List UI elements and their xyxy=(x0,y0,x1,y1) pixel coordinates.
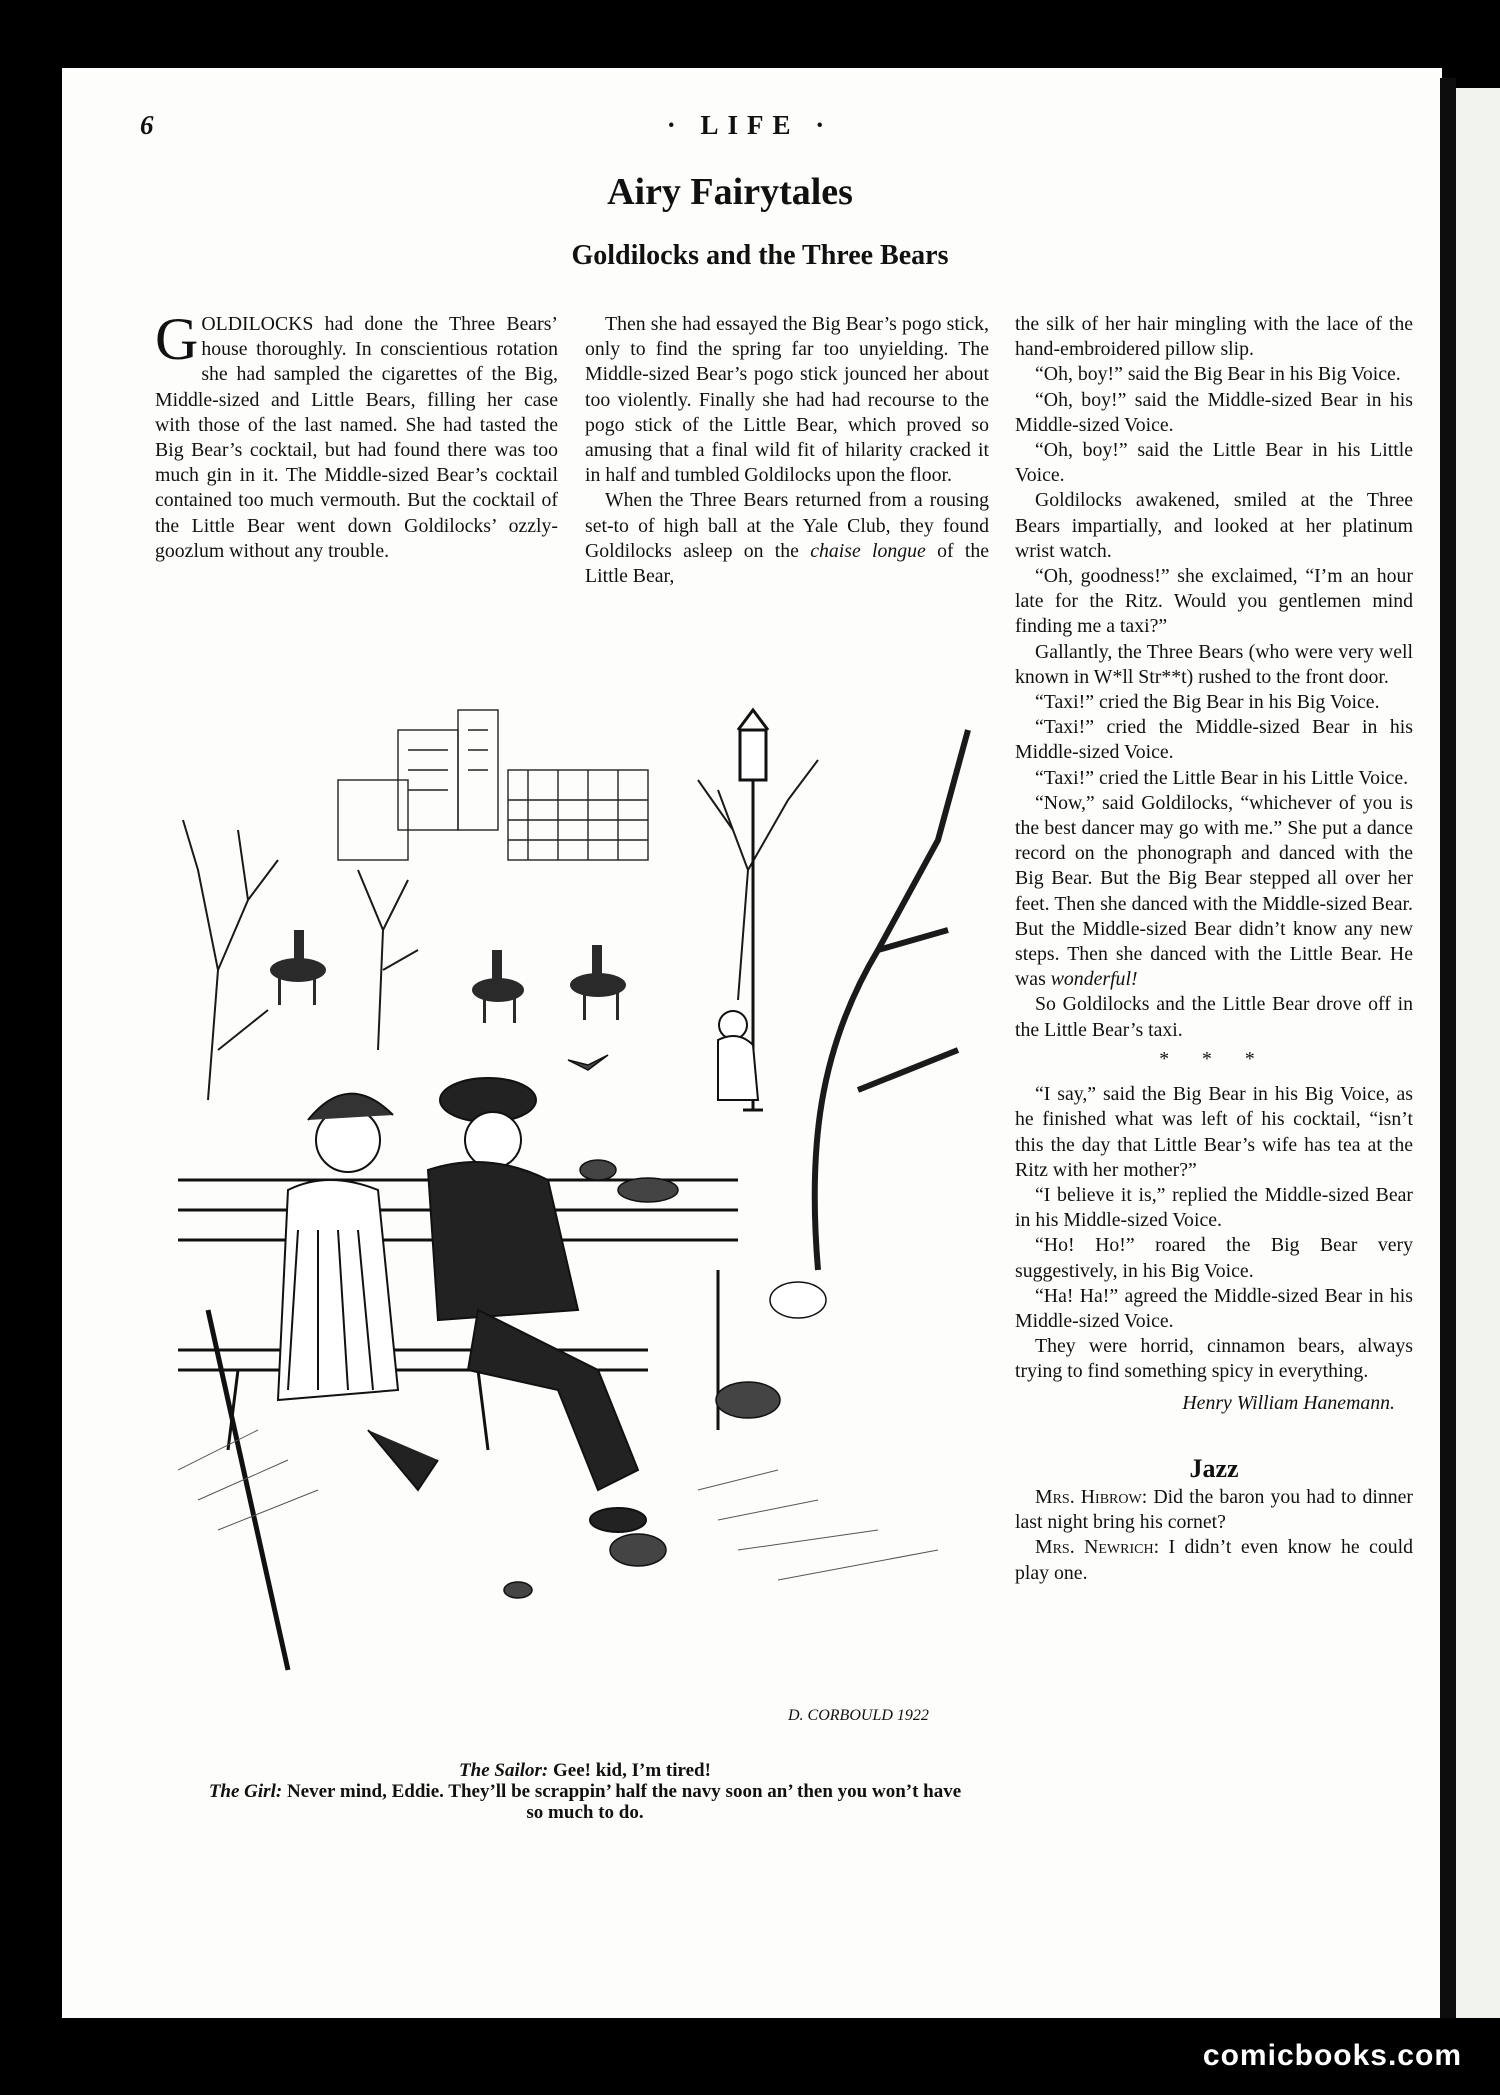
paragraph: “I say,” said the Big Bear in his Big Voice, as he finished what was left of his cocktail, “isn’t this the day that Little Bear’s wife has tea at the Ritz with her mother?” xyxy=(1015,1083,1413,1181)
author-signature: Henry William Hanemann. xyxy=(1182,1391,1395,1414)
paragraph: the silk of her hair mingling with the lace of the hand-embroidered pillow slip. xyxy=(1015,313,1413,361)
paragraph xyxy=(1015,791,1413,993)
paragraph: “Taxi!” cried the Big Bear in his Big Voice. xyxy=(1035,691,1380,714)
paragraph xyxy=(585,488,989,589)
paragraph: “Ho! Ho!” roared the Big Bear very suggestively, in his Big Voice. xyxy=(1015,1234,1413,1282)
caption-line xyxy=(200,1760,970,1781)
caption-text: Never mind, Eddie. They’ll be scrappin’ half the navy soon an’ then you won’t have so much to do. xyxy=(282,1781,962,1823)
adjacent-page-edge xyxy=(1456,88,1500,2018)
ground-hatching xyxy=(178,1430,938,1580)
paragraph: Then she had essayed the Big Bear’s pogo stick, only to find the spring far too unyielding. The Middle-sized Bear’s pogo stick jounced her about too violently. Finally she had had recourse to the pogo stick of the Little Bear, which proved so amusing that a final wild fit of hilarity cracked it in half and tumbled Goldilocks upon the floor. xyxy=(585,313,989,487)
text-column-3 xyxy=(1015,312,1413,1586)
paragraph: “Ha! Ha!” agreed the Middle-sized Bear in his Middle-sized Voice. xyxy=(1015,1284,1413,1332)
caption-speaker: The Sailor: xyxy=(459,1760,549,1781)
paragraph: “Oh, boy!” said the Big Bear in his Big Voice. xyxy=(1035,363,1401,386)
section-break: * * * xyxy=(1159,1047,1269,1070)
article-title: Airy Fairytales xyxy=(607,171,853,213)
paragraph-text: of the Little Bear, xyxy=(585,539,989,588)
text-column-1 xyxy=(155,306,558,564)
city-skyline xyxy=(338,710,648,860)
jazz-title: Jazz xyxy=(1189,1453,1239,1483)
speaker-label: Mrs. Newrich: xyxy=(1035,1536,1160,1559)
paragraph: Gallantly, the Three Bears (who were very well known in W*ll Str**t) rushed to the front door. xyxy=(1015,640,1413,688)
pigeons xyxy=(504,1055,826,1598)
paragraph: “Taxi!” cried the Middle-sized Bear in his Middle-sized Voice. xyxy=(1015,716,1413,764)
paragraph xyxy=(1015,1535,1413,1585)
paragraph: “Taxi!” cried the Little Bear in his Little Voice. xyxy=(1035,766,1409,789)
text-column-2 xyxy=(585,312,989,589)
paragraph: So Goldilocks and the Little Bear drove off in the Little Bear’s taxi. xyxy=(1015,993,1413,1041)
illustration-caption xyxy=(200,1760,970,1823)
emphasis: chaise longue xyxy=(810,539,926,562)
paragraph-text: When the Three Bears returned from a rousing set-to of high ball at the Yale Club, they found Goldilocks asleep on the xyxy=(585,489,989,562)
paragraph: “I believe it is,” replied the Middle-sized Bear in his Middle-sized Voice. xyxy=(1015,1183,1413,1232)
paragraph xyxy=(155,306,558,564)
paragraph xyxy=(1015,1485,1413,1535)
sailor-figure xyxy=(428,1078,646,1532)
paragraph: Goldilocks awakened, smiled at the Three Bears impartially, and looked at her platinum wrist watch. xyxy=(1015,489,1413,562)
caption-text: Gee! kid, I’m tired! xyxy=(548,1760,711,1781)
masthead: · LIFE · xyxy=(666,110,834,140)
dialogue-text: Did the baron you had to dinner last night bring his cornet? xyxy=(1015,1485,1414,1534)
site-watermark: comicbooks.com xyxy=(1202,2039,1462,2072)
artist-signature: D. CORBOULD 1922 xyxy=(788,1707,929,1724)
caption-line xyxy=(200,1781,970,1823)
paragraph-text: “Now,” said Goldilocks, “whichever of you is the best dancer may go with me.” She put a dance record on the phonograph and danced with the Big Bear. But the Big Bear stepped all over her feet. Then she danced with the Middle-sized Bear. But the Middle-sized Bear didn’t know any new steps. Then she danced with the Little Bear. He was xyxy=(1015,791,1413,991)
park-bench-illustration xyxy=(178,670,998,1745)
page-number: 6 xyxy=(140,110,154,140)
paragraph: They were horrid, cinnamon bears, always trying to find something spicy in everything. xyxy=(1015,1335,1413,1383)
drop-cap: G xyxy=(155,306,199,372)
paragraph: “Oh, boy!” said the Middle-sized Bear in his Middle-sized Voice. xyxy=(1015,388,1413,436)
emphasis: wonderful! xyxy=(1050,968,1138,991)
dialogue-text: I didn’t even know he could play one. xyxy=(1015,1536,1413,1584)
article-subtitle: Goldilocks and the Three Bears xyxy=(571,240,949,271)
paragraph-text: OLDILOCKS had done the Three Bears’ house thoroughly. In conscientious rotation she had sampled the cigarettes of the Big, Middle-sized and Little Bears, filling her case with those of the last named. She had tasted the Big Bear’s cocktail, but had found there was too much gin in it. The Middle-sized Bear’s cocktail contained too much vermouth. But the cocktail of the Little Bear went down Goldilocks’ ozzly-goozlum without any trouble. xyxy=(155,313,558,562)
horse-riders xyxy=(270,930,626,1023)
paragraph: “Oh, boy!” said the Little Bear in his Little Voice. xyxy=(1015,439,1413,487)
binding-spine xyxy=(1440,78,1456,2018)
caption-speaker: The Girl: xyxy=(208,1781,283,1802)
paragraph: “Oh, goodness!” she exclaimed, “I’m an hour late for the Ritz. Would you gentlemen mind finding me a taxi?” xyxy=(1015,565,1413,638)
speaker-label: Mrs. Hibrow: xyxy=(1035,1485,1148,1508)
